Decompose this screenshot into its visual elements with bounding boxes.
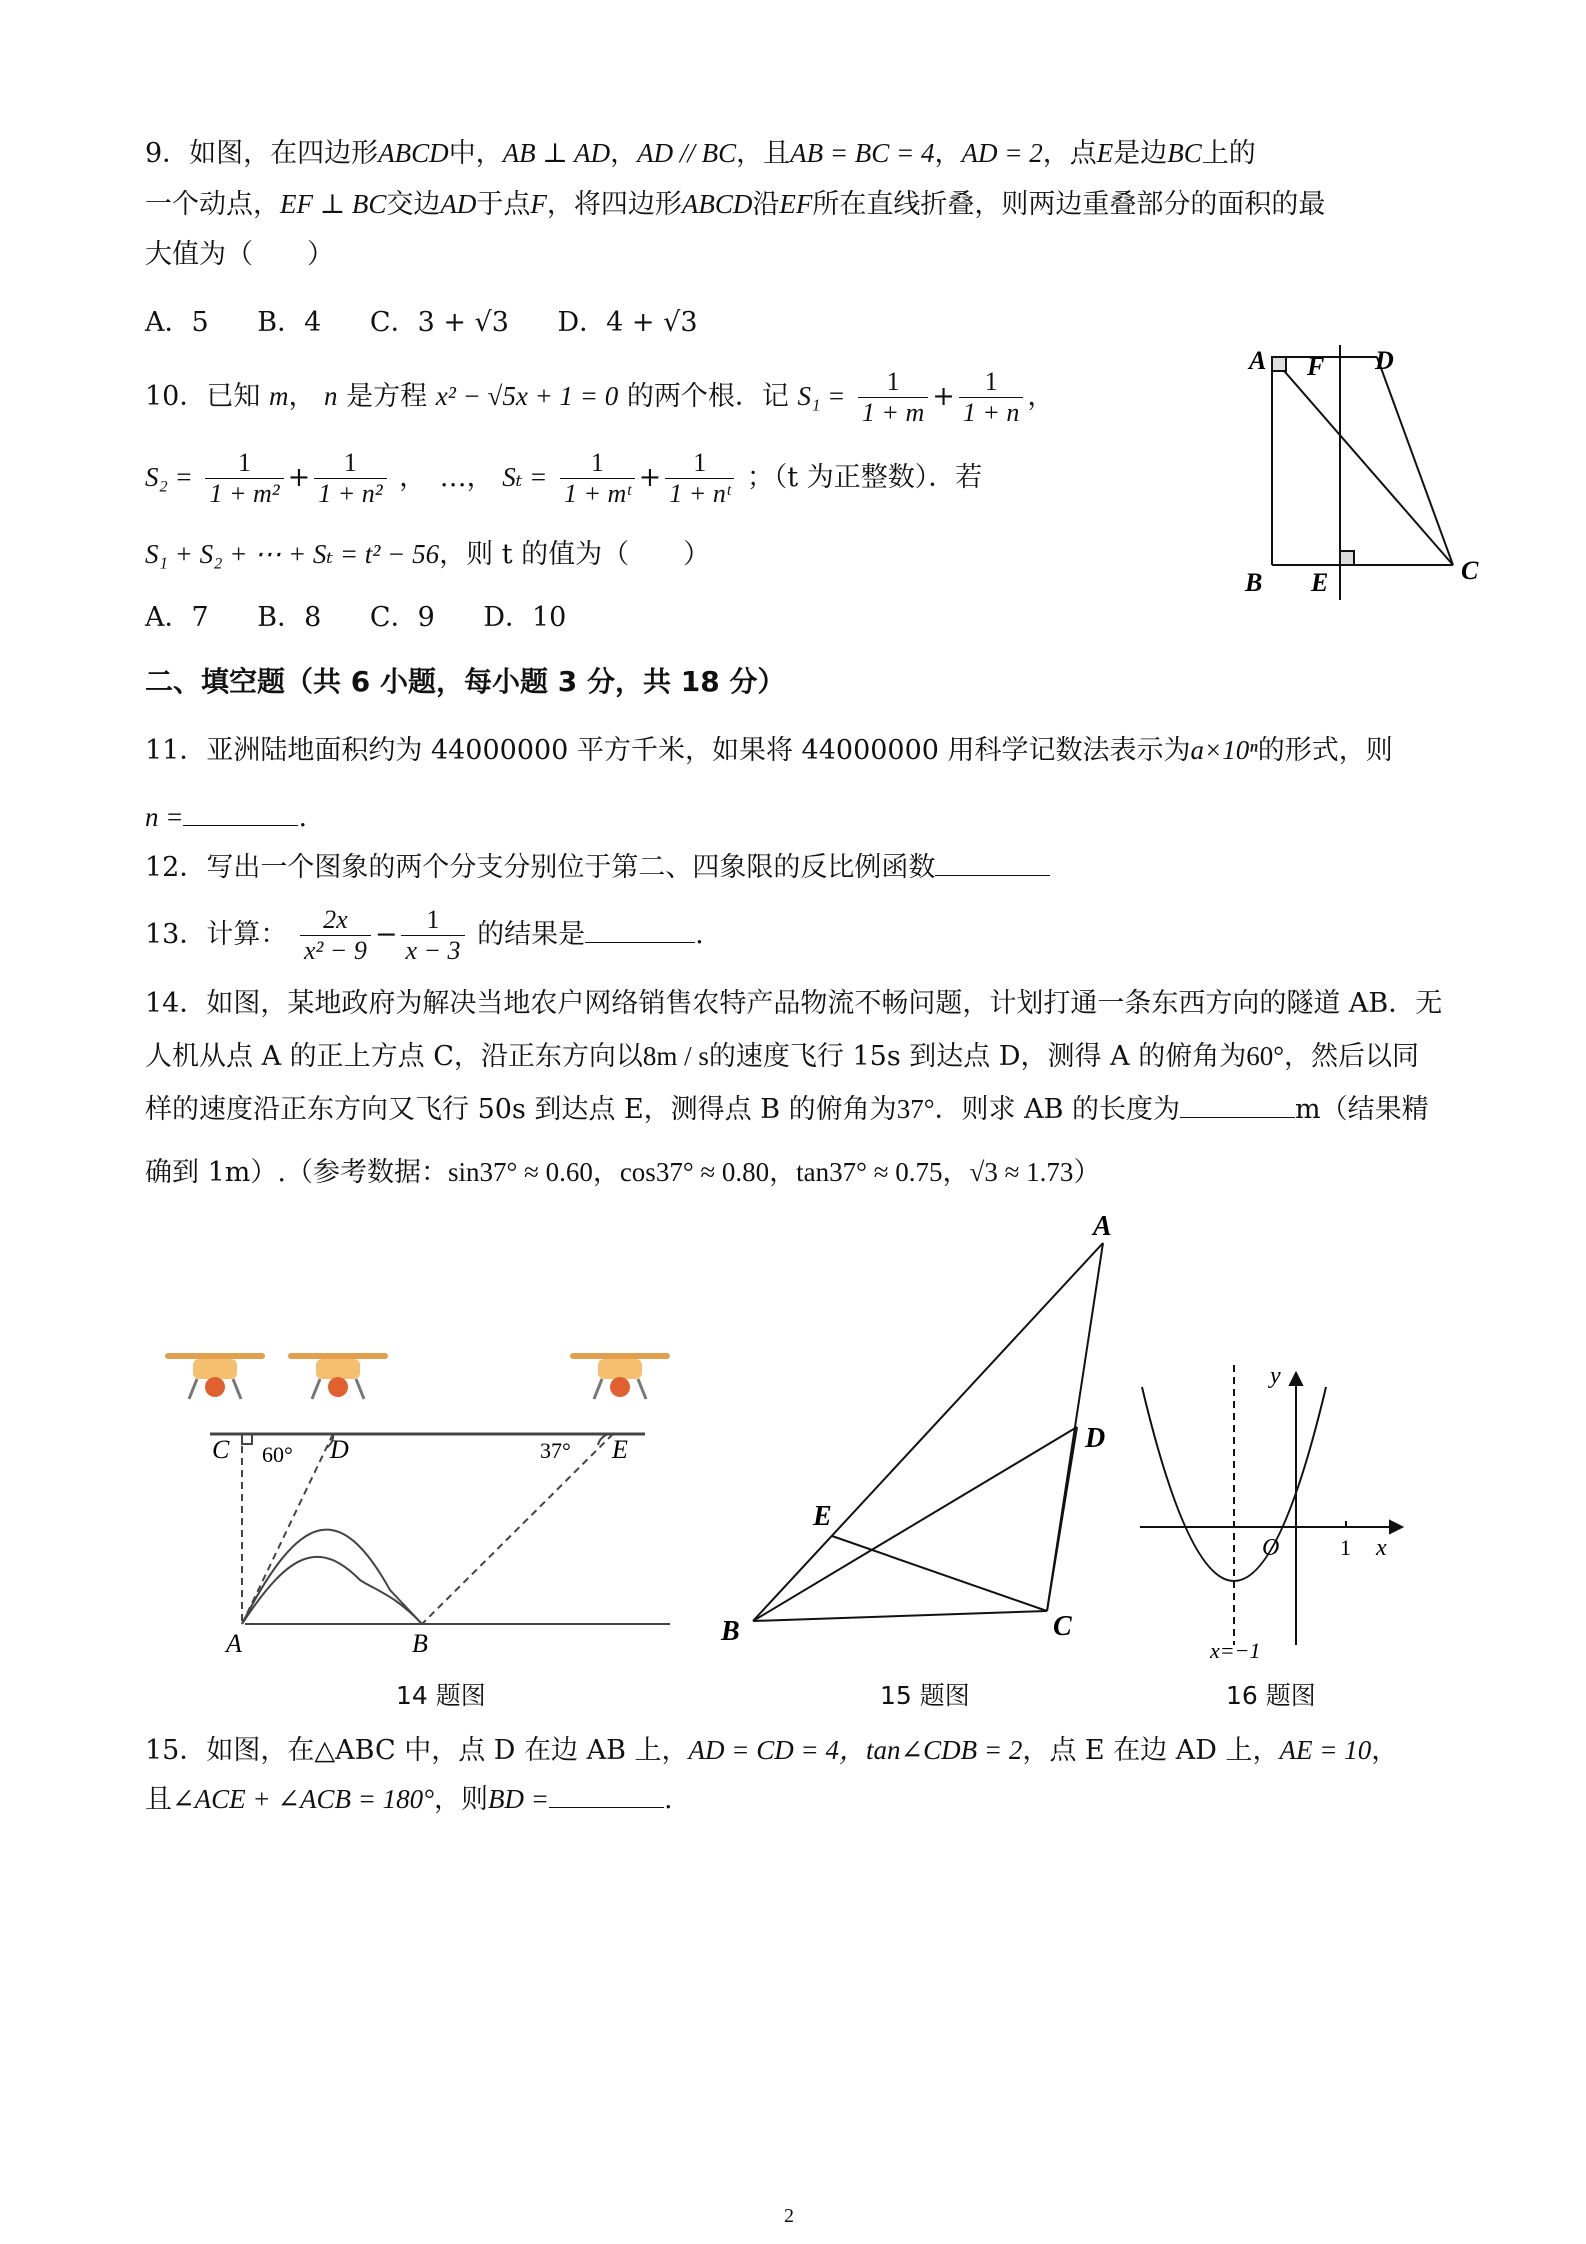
fig15-label-c: C (1053, 1611, 1072, 1642)
fig14-angle-37: 37° (540, 1438, 571, 1463)
q11-answer-blank[interactable] (183, 801, 298, 826)
q15-line2: 且∠ACE + ∠ACB = 180°，则BD = . (145, 1784, 673, 1815)
fig14-label-e: E (612, 1435, 628, 1464)
fig10-label-e: E (1311, 568, 1329, 597)
fig16-label-o: O (1262, 1535, 1280, 1561)
question-12: 12．写出一个图象的两个分支分别位于第二、四象限的反比例函数 (145, 843, 1455, 893)
q9-option-c: C．3 + √3 (369, 307, 509, 338)
q14-line2: 人机从点 A 的正上方点 C，沿正东方向以8m / s的速度飞行 15s 到达点 D，测得 A 的俯角为60°，然后以同 (145, 1041, 1420, 1072)
q10-option-d: D．10 (483, 602, 567, 633)
q10-line2: S₂ = $\frac{1}{\text{1 + m²}}$ + $\frac{1}{\text{1 + n²}}$ ， …， Sₜ = $\frac{1}{\text{1 + mᵗ}}$ + $\frac{1}{\text{1 + nᵗ}}$ ；（t 为正整数）．若 (145, 448, 983, 508)
q14-line1: 14．如图，某地政府为解决当地农户网络销售农特产品物流不畅问题，计划打通一条东西方向的隧道 AB．无 (145, 988, 1443, 1019)
caption-15: 15 题图 (880, 1681, 970, 1710)
q12-answer-blank[interactable] (935, 851, 1050, 876)
q13-frac-2: $\frac{1}{x - 3}$ (401, 905, 464, 966)
q9-option-b: B．4 (257, 307, 322, 338)
question-9 (145, 128, 1455, 348)
q9-line1: 9．如图，在四边形ABCD中，AB ⊥ AD，AD // BC，且AB = BC = 4，AD = 2，点E是边BC上的 (145, 138, 1256, 169)
q10-frac-stb: $\frac{1}{\text{1 + nᵗ}}$ (665, 448, 734, 509)
q15-line1: 15．如图，在△ABC 中，点 D 在边 AB 上，AD = CD = 4，tan∠CDB = 2，点 E 在边 AD 上，AE = 10， (145, 1735, 1399, 1766)
fig16-label-1: 1 (1340, 1535, 1351, 1560)
fig10-label-d: D (1375, 346, 1394, 375)
q9-option-a: A．5 (145, 307, 209, 338)
q9-option-d: D．4 + √3 (557, 307, 698, 338)
fig15-label-d: D (1085, 1423, 1106, 1454)
q10-option-b: B．8 (257, 602, 322, 633)
fig14-label-a: A (226, 1629, 242, 1658)
fig16-label-y: y (1270, 1363, 1281, 1389)
q11-line1: 11．亚洲陆地面积约为 44000000 平方千米，如果将 44000000 用科学记数法表示为a×10ⁿ的形式，则 (145, 735, 1393, 766)
question-10 (145, 360, 1215, 643)
fig10-label-f: F (1307, 352, 1325, 381)
q13-frac-1: $\frac{2x}{\text{x² − 9}}$ (300, 905, 371, 966)
fig14-label-b: B (412, 1629, 428, 1658)
q10-line1: 10．已知 m， n 是方程 x² − √5x + 1 = 0 的两个根．记 S₁ = $\frac{1}{1 + m}$ + $\frac{1}{1 + n}$ ， (145, 367, 1055, 427)
q10-options (145, 593, 1215, 643)
question-11 (145, 725, 1455, 843)
caption-14: 14 题图 (396, 1681, 486, 1710)
q9-line3: 大值为（ ） (145, 239, 334, 270)
q10-frac-s1a: $\frac{1}{1 + m}$ (858, 367, 928, 428)
q10-frac-s2b: $\frac{1}{\text{1 + n²}}$ (314, 448, 386, 509)
fig14-angle-60: 60° (262, 1442, 293, 1467)
fig10-label-b: B (1245, 568, 1263, 597)
drone-icon-e (570, 1353, 670, 1399)
q10-frac-s2a: $\frac{1}{\text{1 + m²}}$ (205, 448, 283, 509)
q9-options (145, 298, 1455, 348)
question-15 (145, 1726, 1455, 1824)
question-13: 13．计算： $\frac{2x}{\text{x² − 9}}$ − $\frac{1}{x - 3}$ 的结果是 . (145, 905, 704, 965)
q13-answer-blank[interactable] (585, 918, 695, 943)
q9-line2: 一个动点，EF ⊥ BC交边AD于点F，将四边形ABCD沿EF所在直线折叠，则两边重叠部分的面积的最 (145, 189, 1326, 220)
fig10-label-a: A (1249, 346, 1267, 375)
drone-icon-d (288, 1353, 388, 1399)
q10-frac-sta: $\frac{1}{\text{1 + mᵗ}}$ (560, 448, 635, 509)
caption-16: 16 题图 (1226, 1681, 1316, 1710)
drone-icon-c (165, 1353, 265, 1399)
section-fill-in-heading: 二、填空题（共 6 小题，每小题 3 分，共 18 分） (145, 665, 786, 698)
q14-line3: 样的速度沿正东方向又飞行 50s 到达点 E，测得点 B 的俯角为37°．则求 AB 的长度为 m（结果精 (145, 1094, 1429, 1125)
q15-answer-blank[interactable] (549, 1783, 664, 1808)
fig14-label-c: C (212, 1435, 230, 1464)
q10-line3: S₁ + S₂ + ⋯ + Sₜ = t² − 56，则 t 的值为（ ） (145, 539, 711, 570)
q14-answer-blank[interactable] (1180, 1093, 1295, 1118)
fig16-axis-label: x=−1 (1210, 1638, 1261, 1663)
figure-16 (1130, 1355, 1420, 1665)
q10-figure (1235, 345, 1495, 605)
q11-line2: n = . (145, 802, 308, 833)
fig14-label-d: D (330, 1435, 349, 1464)
page-number: 2 (784, 2205, 794, 2227)
fig15-label-a: A (1093, 1215, 1112, 1242)
question-14 (145, 978, 1455, 1199)
fig16-label-x: x (1376, 1535, 1387, 1561)
q10-option-c: C．9 (369, 602, 435, 633)
q10-option-a: A．7 (145, 602, 209, 633)
q10-frac-s1b: $\frac{1}{1 + n}$ (959, 367, 1024, 428)
figure-15 (705, 1215, 1125, 1655)
figure-14 (150, 1340, 690, 1670)
fig15-label-b: B (721, 1616, 740, 1647)
fig15-label-e: E (813, 1501, 832, 1532)
fig10-label-c: C (1461, 556, 1479, 585)
q14-line4: 确到 1m）.（参考数据：sin37° ≈ 0.60，cos37° ≈ 0.80，tan37° ≈ 0.75，√3 ≈ 1.73） (145, 1157, 1101, 1188)
